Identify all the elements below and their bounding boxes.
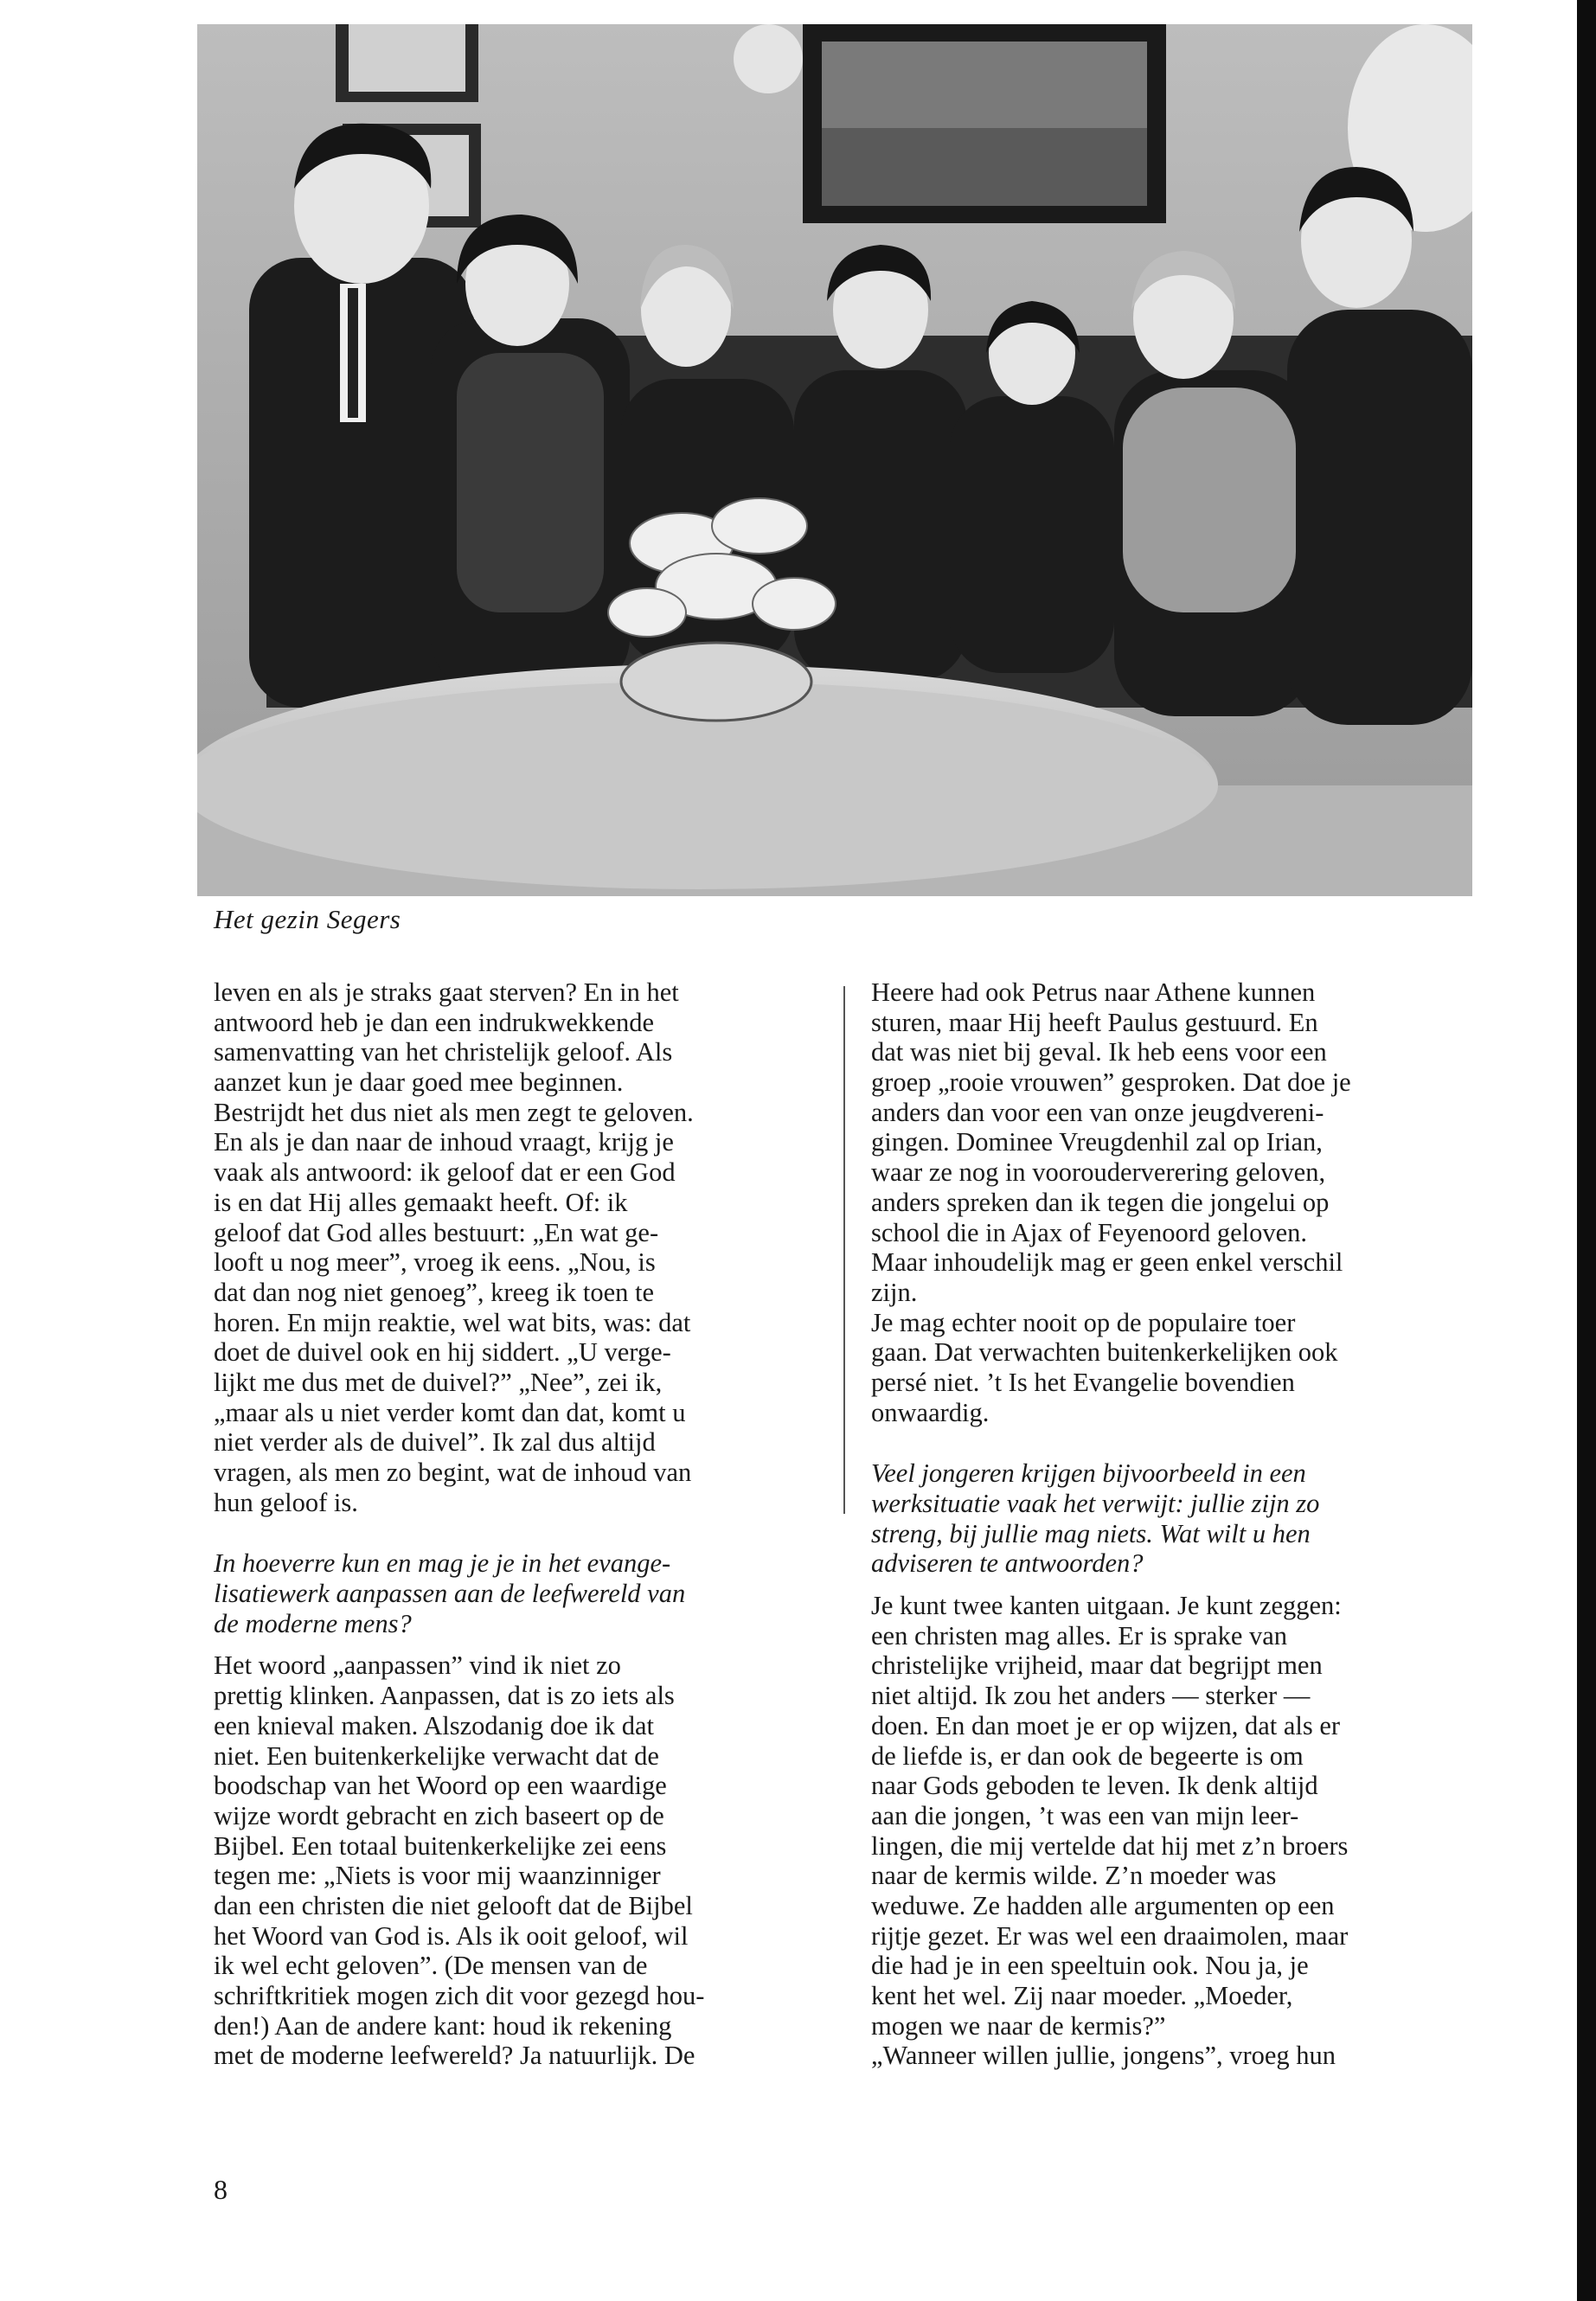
- question-line: In hoeverre kun en mag je je in het evange-: [214, 1548, 671, 1579]
- text-line: Heere had ook Petrus naar Athene kunnen: [871, 977, 1316, 1007]
- paragraph-gap: [214, 1638, 841, 1650]
- text-line: vaak als antwoord: ik geloof dat er een God: [214, 1157, 676, 1188]
- page-edge-shadow: [1577, 0, 1596, 2301]
- text-line: een christen mag alles. Er is sprake van: [871, 1620, 1288, 1650]
- column-divider: [843, 986, 845, 1514]
- paragraph-gap: [871, 1579, 1498, 1591]
- text-line: groep „rooie vrouwen” gesproken. Dat doe je: [871, 1067, 1351, 1098]
- family-photo: [197, 24, 1472, 896]
- text-line: Bestrijdt het dus niet als men zegt te geloven.: [214, 1097, 694, 1127]
- paragraph-gap: [871, 1427, 1498, 1458]
- text-line: schriftkritiek mogen zich dit voor gezegd hou-: [214, 1981, 705, 2010]
- text-line: lijkt me dus met de duivel?” „Nee”, zei ik,: [214, 1367, 663, 1397]
- text-line: prettig klinken. Aanpassen, dat is zo iets als: [214, 1681, 675, 1711]
- text-line: niet verder als de duivel”. Ik zal dus altijd: [214, 1427, 656, 1458]
- text-line: wijze wordt gebracht en zich baseert op de: [214, 1800, 664, 1830]
- text-line: naar Gods geboden te leven. Ik denk altijd: [871, 1771, 1318, 1801]
- text-line: gaan. Dat verwachten buitenkerkelijken ook: [871, 1337, 1338, 1368]
- text-line: antwoord heb je dan een indrukwekkende: [214, 1007, 654, 1037]
- text-line: horen. En mijn reaktie, wel wat bits, was: dat: [214, 1307, 691, 1337]
- text-line: zijn.: [871, 1277, 918, 1307]
- text-line: het Woord van God is. Als ik ooit geloof, wil: [214, 1920, 689, 1951]
- right-paragraph-3: [871, 1591, 1498, 2071]
- text-line: sturen, maar Hij heeft Paulus gestuurd. En: [871, 1007, 1318, 1037]
- left-question-1: [214, 1548, 841, 1638]
- paragraph-gap: [214, 1517, 841, 1548]
- text-line: „maar als u niet verder komt dan dat, komt u: [214, 1397, 686, 1427]
- text-line: die had je in een speeltuin ook. Nou ja, je: [871, 1951, 1309, 1981]
- text-line: doet de duivel ook en hij siddert. „U verge-: [214, 1337, 671, 1368]
- text-line: hun geloof is.: [214, 1487, 358, 1517]
- text-line: vragen, als men zo begint, wat de inhoud van: [214, 1458, 692, 1487]
- text-line: persé niet. ’t Is het Evangelie bovendien: [871, 1367, 1295, 1397]
- text-line: waar ze nog in voorouderverering geloven,: [871, 1157, 1326, 1188]
- text-line: anders dan voor een van onze jeugdvereni-: [871, 1097, 1324, 1127]
- text-line: gingen. Dominee Vreugdenhil zal op Irian,: [871, 1127, 1323, 1157]
- text-line: Maar inhoudelijk mag er geen enkel verschil: [871, 1247, 1343, 1278]
- question-line: werksituatie vaak het verwijt: jullie zijn zo: [871, 1489, 1320, 1518]
- left-paragraph-2: [214, 1650, 841, 2071]
- text-line: aan die jongen, ’t was een van mijn leer-: [871, 1800, 1299, 1830]
- text-line: de liefde is, er dan ook de begeerte is om: [871, 1740, 1304, 1771]
- text-line: school die in Ajax of Feyenoord geloven.: [871, 1217, 1307, 1247]
- text-line: kent het wel. Zij naar moeder. „Moeder,: [871, 1981, 1293, 2010]
- text-line: leven en als je straks gaat sterven? En in het: [214, 977, 679, 1007]
- text-line: samenvatting van het christelijk geloof. Als: [214, 1037, 673, 1067]
- text-line: naar de kermis wilde. Z’n moeder was: [871, 1861, 1277, 1891]
- text-line: anders spreken dan ik tegen die jongelui op: [871, 1187, 1330, 1217]
- question-line: adviseren te antwoorden?: [871, 1548, 1144, 1579]
- right-question-1: [871, 1458, 1498, 1579]
- text-line: rijtje gezet. Er was wel een draaimolen, maar: [871, 1920, 1349, 1951]
- question-line: Veel jongeren krijgen bijvoorbeeld in een: [871, 1458, 1306, 1489]
- question-line: streng, bij jullie mag niets. Wat wilt u hen: [871, 1518, 1311, 1548]
- right-paragraph-2: [871, 1308, 1498, 1428]
- text-line: den!) Aan de andere kant: houd ik rekening: [214, 2010, 672, 2041]
- text-line: boodschap van het Woord op een waardige: [214, 1771, 667, 1801]
- text-line: aanzet kun je daar goed mee beginnen.: [214, 1067, 624, 1098]
- text-line: „Wanneer willen jullie, jongens”, vroeg hun: [871, 2041, 1336, 2071]
- text-line: Je mag echter nooit op de populaire toer: [871, 1307, 1296, 1337]
- text-line: Bijbel. Een totaal buitenkerkelijke zei eens: [214, 1830, 667, 1861]
- right-paragraph-1: [871, 977, 1498, 1308]
- text-line: christelijke vrijheid, maar dat begrijpt men: [871, 1650, 1323, 1681]
- left-column: [214, 977, 841, 2071]
- text-line: doen. En dan moet je er op wijzen, dat als er: [871, 1710, 1341, 1740]
- photo-caption: Het gezin Segers: [214, 904, 401, 934]
- text-line: tegen me: „Niets is voor mij waanzinniger: [214, 1861, 661, 1891]
- text-line: onwaardig.: [871, 1397, 990, 1427]
- text-line: Het woord „aanpassen” vind ik niet zo: [214, 1650, 621, 1681]
- text-line: looft u nog meer”, vroeg ik eens. „Nou, is: [214, 1247, 656, 1278]
- text-line: mogen we naar de kermis?”: [871, 2010, 1166, 2041]
- text-line: Je kunt twee kanten uitgaan. Je kunt zeggen:: [871, 1591, 1342, 1621]
- question-line: de moderne mens?: [214, 1608, 412, 1638]
- text-line: En als je dan naar de inhoud vraagt, krijg je: [214, 1127, 674, 1157]
- text-line: dan een christen die niet gelooft dat de Bijbel: [214, 1890, 693, 1920]
- page-number: 8: [214, 2174, 228, 2205]
- left-paragraph-1: [214, 977, 841, 1517]
- text-line: weduwe. Ze hadden alle argumenten op een: [871, 1890, 1335, 1920]
- text-line: niet. Een buitenkerkelijke verwacht dat de: [214, 1740, 659, 1771]
- text-line: lingen, die mij vertelde dat hij met z’n broers: [871, 1830, 1349, 1861]
- text-line: een knieval maken. Alszodanig doe ik dat: [214, 1710, 655, 1740]
- question-line: lisatiewerk aanpassen aan de leefwereld van: [214, 1579, 686, 1609]
- right-column: [871, 977, 1498, 2071]
- text-line: niet altijd. Ik zou het anders — sterker —: [871, 1681, 1311, 1711]
- text-line: is en dat Hij alles gemaakt heeft. Of: ik: [214, 1187, 628, 1217]
- text-line: ik wel echt geloven”. (De mensen van de: [214, 1951, 648, 1981]
- text-line: dat dan nog niet genoeg”, kreeg ik toen te: [214, 1277, 654, 1307]
- text-line: geloof dat God alles bestuurt: „En wat ge-: [214, 1217, 659, 1247]
- flower-basket: [621, 643, 811, 721]
- text-line: met de moderne leefwereld? Ja natuurlijk. De: [214, 2041, 695, 2071]
- text-line: dat was niet bij geval. Ik heb eens voor een: [871, 1037, 1327, 1067]
